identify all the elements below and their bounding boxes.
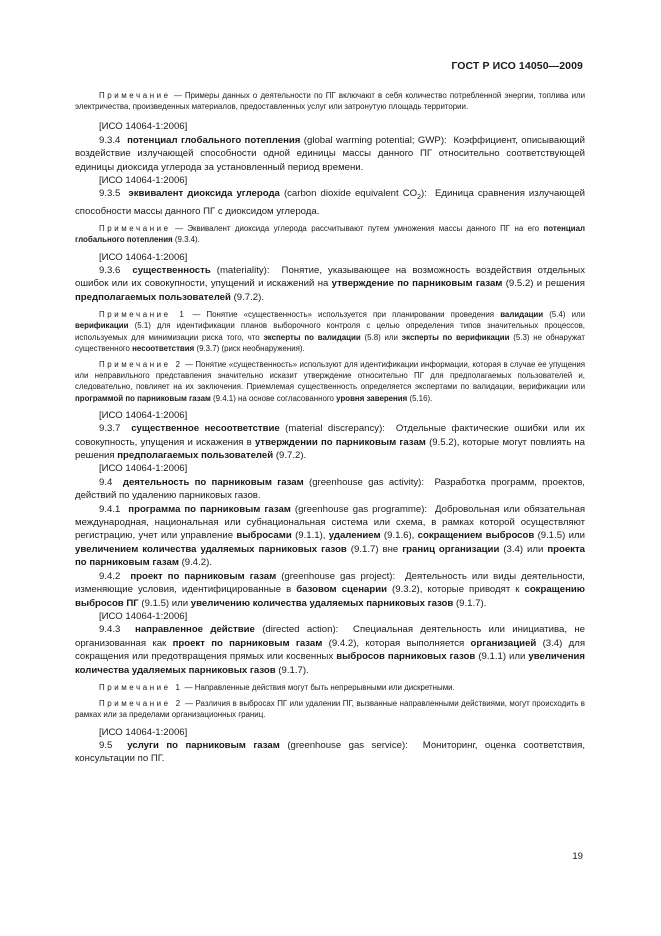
term-9-4-1 bbox=[75, 503, 585, 570]
note-text: (5.3) не обнаружат существенного bbox=[75, 332, 585, 353]
term-english: (global warming potential; GWP): bbox=[303, 134, 447, 146]
term-link: проект по парниковым газам bbox=[172, 637, 323, 649]
term-title: программа по парниковым газам bbox=[128, 503, 291, 515]
note-activity-data bbox=[75, 90, 585, 112]
ref-iso: [ИСО 14064-1:2006] bbox=[99, 463, 188, 475]
note-label: Примечание 2 bbox=[99, 360, 183, 369]
term-9-3-5 bbox=[75, 187, 585, 218]
note-text: (9.4.1) на основе согласованного bbox=[213, 393, 334, 403]
note-term: эксперты по валидации bbox=[263, 332, 361, 342]
term-title: проект по парниковым газам bbox=[130, 570, 277, 582]
term-english-end: ): bbox=[421, 188, 427, 200]
term-definition: (9.1.1), bbox=[295, 530, 326, 542]
note-term: несоответствия bbox=[132, 343, 195, 353]
term-9-4-3 bbox=[75, 623, 585, 677]
term-title: существенное несоответствие bbox=[131, 423, 280, 435]
note-text: — Эквивалент диоксида углерода рассчитывают путем умножения массы данного ПГ на его bbox=[175, 224, 540, 234]
note-label: Примечание 2 bbox=[99, 699, 183, 709]
ref-iso: [ИСО 14064-1:2006] bbox=[99, 121, 188, 133]
term-definition: (9.5.2), которые могут повлиять на решения bbox=[75, 436, 585, 462]
standard-header: ГОСТ Р ИСО 14050—2009 bbox=[451, 60, 583, 72]
clause-number: 9.3.6 bbox=[99, 264, 121, 276]
term-title: потенциал глобального потепления bbox=[127, 134, 301, 146]
term-definition: (9.1.7) вне bbox=[350, 543, 399, 555]
note-term: потенциал глобального потепления bbox=[75, 224, 585, 245]
clause-number: 9.3.5 bbox=[99, 188, 121, 200]
ref-iso: [ИСО 14064-1:2006] bbox=[99, 175, 188, 187]
term-definition: (3.4) для сокращения или предотвращения прямых или косвенных bbox=[75, 637, 586, 663]
term-definition: Разработка программ, проектов, действий по удалению парниковых газов. bbox=[75, 476, 585, 502]
note-text: (5.16). bbox=[409, 393, 433, 403]
note-ref: (9.3.4). bbox=[174, 235, 200, 245]
term-definition: Деятельность или виды деятельности, изменяющие условия, идентифицированные в bbox=[75, 570, 585, 596]
term-definition: Отдельные фактические ошибки или их совокупность, упущения и искажения в bbox=[75, 423, 585, 448]
term-definition: Единица сравнения излучающей способности массы данного ПГ с диоксидом углерода. bbox=[75, 188, 585, 217]
term-link: удалением bbox=[328, 530, 381, 542]
clause-number: 9.4 bbox=[99, 476, 113, 488]
term-english: (directed action): bbox=[262, 624, 339, 636]
term-english: (greenhouse gas activity): bbox=[309, 476, 425, 488]
note-text: (9.3.7) (риск необнаружения). bbox=[196, 343, 305, 353]
term-link: проекта по парниковым газам bbox=[75, 543, 585, 569]
note-materiality-1 bbox=[75, 309, 585, 354]
note-text: — Различия в выбросах ПГ или удалении ПГ, вызванные направленными действиями, могут происходить в рамках или за пределами организационных границ. bbox=[75, 699, 586, 720]
note-text: — Понятие «существенность» используют для идентификации информации, которая в случае ее упущения или неправильного представления значительно исказит утверждение относительно ПГ для предполагаемых пользователей и, следовательно, повлияет на их заключения. Приемлемая существенность определяется экспертами по валидации, верификации или bbox=[75, 360, 585, 392]
term-definition: (9.1.1) или bbox=[478, 651, 526, 663]
term-definition: (9.1.7). bbox=[455, 597, 487, 609]
term-link: выбросов парниковых газов bbox=[336, 651, 476, 663]
note-term: уровня заверения bbox=[336, 393, 408, 403]
note-label: Примечание 1 bbox=[99, 682, 183, 692]
note-directed-action-1 bbox=[75, 682, 585, 693]
term-9-3-7 bbox=[75, 422, 585, 462]
term-link: сокращением выбросов bbox=[417, 530, 535, 542]
term-definition: (3.4) или bbox=[503, 543, 544, 555]
term-definition: (9.1.5) или bbox=[141, 597, 189, 609]
term-definition: Коэффициент, описывающий воздействие излучающей способности одной единицы массы данного ПГ относительно соответствующей единицы диоксида углерода за установленный период времени. bbox=[75, 134, 586, 173]
term-link: границ организации bbox=[402, 543, 500, 555]
term-title: деятельность по парниковым газам bbox=[122, 476, 304, 488]
term-title: существенность bbox=[132, 264, 211, 276]
note-label: Примечание bbox=[99, 91, 171, 100]
ref-iso: [ИСО 14064-1:2006] bbox=[99, 610, 188, 622]
term-9-5 bbox=[75, 739, 585, 766]
note-text: (5.1) для идентификации планов выборочного контроля с целью определения типов значительных процессов, используемых для минимизации риска того, что bbox=[75, 321, 585, 342]
note-term: верификации bbox=[75, 321, 129, 331]
note-text: — Направленные действия могут быть непрерывными или дискретными. bbox=[184, 682, 455, 692]
note-label: Примечание bbox=[99, 224, 171, 234]
clause-number: 9.4.2 bbox=[99, 570, 121, 582]
term-link: предполагаемых пользователей bbox=[75, 291, 231, 303]
term-link: сокращению выбросов ПГ bbox=[75, 584, 585, 609]
note-text: — Понятие «существенность» используется при планировании проведения bbox=[192, 310, 495, 320]
term-definition: (9.7.2). bbox=[233, 291, 264, 303]
term-title: эквивалент диоксида углерода bbox=[128, 188, 280, 200]
subscript: 2 bbox=[417, 194, 422, 202]
note-term: эксперты по верификации bbox=[401, 332, 510, 342]
clause-number: 9.3.4 bbox=[99, 134, 121, 146]
note-label: Примечание 1 bbox=[99, 310, 187, 320]
term-english: (carbon dioxide equivalent CO bbox=[283, 188, 418, 200]
term-link: увеличением количества удаляемых парниковых газов bbox=[75, 543, 347, 555]
term-link: базовом сценарии bbox=[296, 584, 387, 596]
term-9-3-6 bbox=[75, 264, 585, 304]
term-link: утверждении по парниковым газам bbox=[254, 436, 426, 448]
term-definition: Специальная деятельность или инициатива, не организованная как bbox=[75, 624, 585, 649]
term-definition: (9.1.7). bbox=[278, 664, 309, 676]
term-definition: (9.4.2), которая выполняется bbox=[328, 637, 465, 649]
clause-number: 9.5 bbox=[99, 739, 113, 751]
term-english: (greenhouse gas project): bbox=[281, 570, 396, 582]
note-materiality-2 bbox=[75, 359, 585, 404]
note-term: валидации bbox=[500, 310, 544, 320]
term-9-4 bbox=[75, 476, 585, 503]
term-definition: (9.5.2) и решения bbox=[505, 278, 585, 290]
term-definition: (9.4.2). bbox=[181, 557, 212, 569]
term-english: (greenhouse gas programme): bbox=[294, 503, 428, 515]
term-definition: Мониторинг, оценка соответствия, консультации по ПГ. bbox=[75, 739, 585, 765]
clause-number: 9.3.7 bbox=[99, 423, 121, 435]
term-definition: (9.1.5) или bbox=[537, 530, 585, 542]
term-english: (materiality): bbox=[216, 264, 270, 276]
term-definition: (9.1.6), bbox=[383, 530, 415, 542]
ref-iso: [ИСО 14064-1:2006] bbox=[99, 409, 188, 421]
term-link: предполагаемых пользователей bbox=[117, 450, 274, 462]
clause-number: 9.4.1 bbox=[99, 503, 121, 515]
term-link: увеличению количества удаляемых парниковых газов bbox=[190, 597, 454, 609]
term-definition: Добровольная или обязательная международная, национальная или субнациональная система или схема, в рамках которой осуществляют регистрацию, учет или управление bbox=[75, 503, 586, 542]
note-co2 bbox=[75, 223, 585, 245]
term-9-4-2 bbox=[75, 570, 585, 610]
ref-iso: [ИСО 14064-1:2006] bbox=[99, 251, 188, 263]
note-text: (5.4) или bbox=[549, 310, 585, 320]
note-directed-action-2 bbox=[75, 698, 585, 720]
term-title: услуги по парниковым газам bbox=[127, 739, 280, 751]
term-definition: Понятие, указывающее на возможность воздействия отдельных ошибок или их совокупности, упущений и искажений на bbox=[75, 264, 585, 290]
term-link: увеличения количества удаляемых парниковых газов bbox=[75, 651, 586, 676]
term-english: (material discrepancy): bbox=[285, 423, 385, 435]
note-text: — Примеры данных о деятельности по ПГ включают в себя количество потребленной энергии, топлива или электричества, произведенных материалов, предоставленных услуг или затронутую площадь территории. bbox=[75, 91, 585, 112]
page-number: 19 bbox=[572, 851, 583, 862]
term-definition: (9.3.2), которые приводят к bbox=[392, 584, 520, 596]
term-link: организацией bbox=[470, 637, 537, 649]
page-content bbox=[75, 90, 585, 766]
term-title: направленное действие bbox=[135, 624, 255, 636]
term-link: выбросами bbox=[236, 530, 292, 542]
term-english: (greenhouse gas service): bbox=[287, 739, 408, 751]
term-definition: (9.7.2). bbox=[275, 450, 307, 462]
note-term: программой по парниковым газам bbox=[75, 393, 211, 403]
term-9-3-4 bbox=[75, 134, 585, 174]
clause-number: 9.4.3 bbox=[99, 624, 121, 636]
note-text: (5.8) или bbox=[364, 332, 398, 342]
ref-iso: [ИСО 14064-1:2006] bbox=[99, 726, 188, 738]
term-link: утверждение по парниковым газам bbox=[331, 278, 503, 290]
